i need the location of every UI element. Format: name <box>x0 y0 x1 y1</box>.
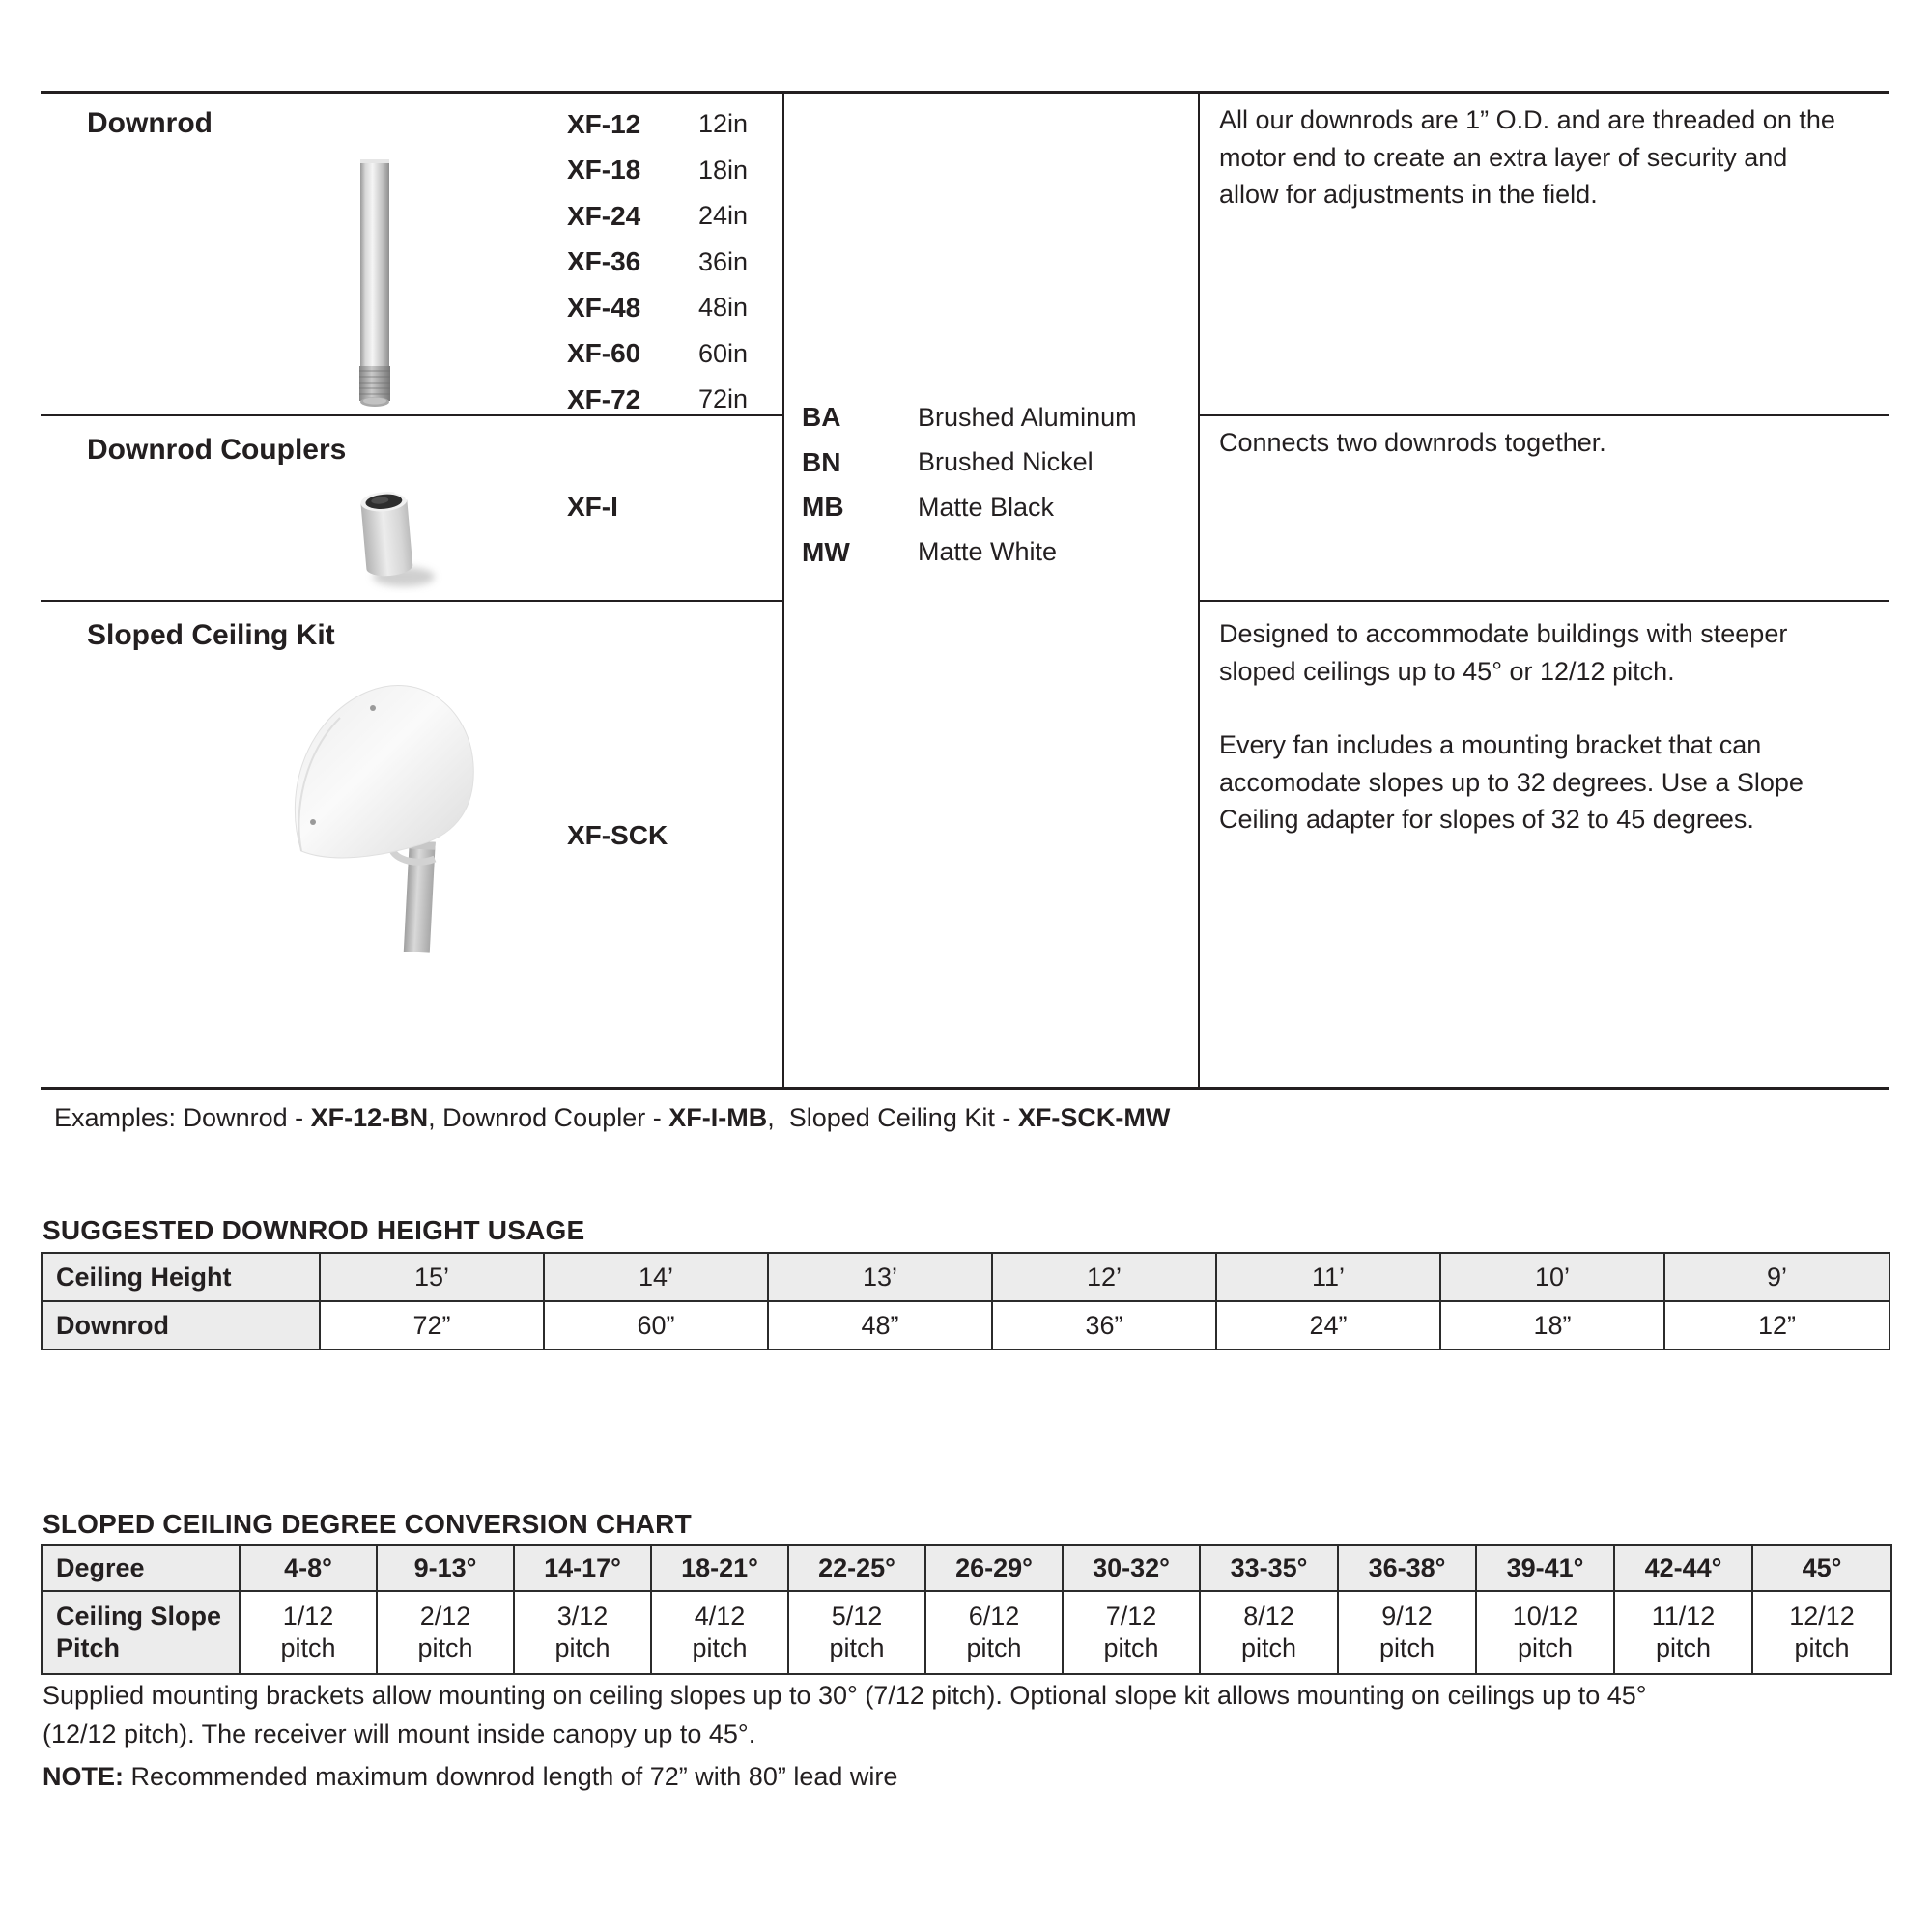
row-label-degree: Degree <box>42 1545 240 1591</box>
finish-row <box>802 485 1188 530</box>
finish-list <box>802 395 1188 575</box>
text-line: (12/12 pitch). The receiver will mount inside canopy up to 45°. <box>43 1719 756 1748</box>
pitch-cell <box>925 1591 1063 1674</box>
coupler-description: Connects two downrods together. <box>1219 428 1606 457</box>
pitch-row <box>42 1591 1891 1674</box>
coupler-description-cell <box>1200 416 1889 602</box>
downrod-model-row <box>567 148 748 194</box>
examples-separator: , Downrod Coupler - <box>428 1103 669 1132</box>
finish-code: MB <box>802 492 844 523</box>
ceiling-height-cell: 9’ <box>1664 1253 1889 1301</box>
pitch-suffix: pitch <box>417 1634 473 1662</box>
model-size: 24in <box>698 201 749 231</box>
coupler-code: XF-I <box>567 492 618 522</box>
height-table-heading: SUGGESTED DOWNROD HEIGHT USAGE <box>43 1215 585 1245</box>
pitch-cell <box>1200 1591 1338 1674</box>
pitch-cell <box>1752 1591 1891 1674</box>
note-text: Recommended maximum downrod length of 72” with 80” lead wire <box>124 1762 898 1791</box>
example-downrod-code: XF-12-BN <box>310 1103 429 1132</box>
text-line: All our downrods are 1” O.D. and are threaded on the <box>1219 105 1835 134</box>
product-column <box>41 94 782 1087</box>
label-line: Pitch <box>56 1634 121 1662</box>
downrod-model-row <box>567 240 748 286</box>
sloped-kit-code: XF-SCK <box>567 820 668 850</box>
pitch-cell <box>651 1591 788 1674</box>
pitch-fraction: 8/12 <box>1243 1602 1294 1631</box>
degree-conversion-table <box>41 1544 1892 1675</box>
row-label-ceiling-height: Ceiling Height <box>42 1253 320 1301</box>
pitch-cell <box>1063 1591 1200 1674</box>
downrod-model-list <box>567 101 748 423</box>
finish-name: Brushed Aluminum <box>918 402 1137 432</box>
product-title-sloped-kit: Sloped Ceiling Kit <box>87 619 335 651</box>
ceiling-height-cell: 14’ <box>544 1253 768 1301</box>
degree-cell: 14-17° <box>514 1545 651 1591</box>
pitch-cell <box>377 1591 514 1674</box>
downrod-length-cell: 36” <box>992 1301 1216 1350</box>
finish-row <box>802 440 1188 486</box>
examples-prefix: Examples: Downrod - <box>54 1103 311 1132</box>
sloped-kit-row <box>41 602 782 1087</box>
pitch-suffix: pitch <box>1378 1634 1435 1662</box>
downrod-description-cell <box>1200 94 1889 416</box>
degree-cell: 42-44° <box>1614 1545 1752 1591</box>
sloped-kit-image <box>265 668 485 957</box>
description-column <box>1198 94 1889 1087</box>
downrod-length-cell: 24” <box>1216 1301 1440 1350</box>
finish-name: Matte White <box>918 537 1058 567</box>
pitch-cell <box>1476 1591 1614 1674</box>
text-line: allow for adjustments in the field. <box>1219 180 1598 209</box>
pitch-suffix: pitch <box>692 1634 748 1662</box>
degree-cell: 45° <box>1752 1545 1891 1591</box>
text-line: Every fan includes a mounting bracket that can <box>1219 730 1762 759</box>
pitch-suffix: pitch <box>1794 1634 1850 1662</box>
max-downrod-note <box>43 1762 897 1792</box>
text-line: sloped ceilings up to 45° or 12/12 pitch. <box>1219 656 1675 686</box>
text-line: Ceiling adapter for slopes of 32 to 45 degrees. <box>1219 805 1754 834</box>
text-line: Designed to accommodate buildings with steeper <box>1219 619 1788 648</box>
model-code: XF-48 <box>567 292 641 323</box>
downrod-model-row <box>567 193 748 240</box>
text-line: motor end to create an extra layer of security and <box>1219 142 1788 172</box>
ceiling-height-cell: 13’ <box>768 1253 992 1301</box>
finish-code: MW <box>802 536 850 567</box>
ceiling-height-cell: 10’ <box>1440 1253 1664 1301</box>
degree-cell: 39-41° <box>1476 1545 1614 1591</box>
height-usage-table <box>41 1252 1890 1350</box>
model-code: XF-72 <box>567 384 641 414</box>
pitch-fraction: 7/12 <box>1105 1602 1157 1631</box>
degree-row <box>42 1545 1891 1591</box>
mounting-note-paragraph <box>43 1677 1647 1753</box>
finish-column <box>782 94 1198 1087</box>
pitch-suffix: pitch <box>1655 1634 1712 1662</box>
finish-row <box>802 530 1188 576</box>
finish-name: Brushed Nickel <box>918 447 1094 477</box>
degree-cell: 18-21° <box>651 1545 788 1591</box>
pitch-suffix: pitch <box>1517 1634 1574 1662</box>
product-title-couplers: Downrod Couplers <box>87 434 347 466</box>
downrod-model-row <box>567 285 748 331</box>
downrod-length-cell: 48” <box>768 1301 992 1350</box>
downrod-length-cell: 18” <box>1440 1301 1664 1350</box>
model-size: 60in <box>698 338 749 368</box>
row-label-downrod: Downrod <box>42 1301 320 1350</box>
model-code: XF-18 <box>567 155 641 185</box>
pitch-fraction: 1/12 <box>282 1602 334 1631</box>
ceiling-height-row <box>42 1253 1889 1301</box>
pitch-suffix: pitch <box>829 1634 885 1662</box>
pitch-cell <box>1338 1591 1476 1674</box>
downrod-length-row <box>42 1301 1889 1350</box>
paragraph-gap <box>1219 690 1872 726</box>
examples-separator: , Sloped Ceiling Kit - <box>767 1103 1018 1132</box>
degree-cell: 33-35° <box>1200 1545 1338 1591</box>
product-title-downrod: Downrod <box>87 107 213 139</box>
coupler-row <box>41 416 782 602</box>
downrod-model-row <box>567 101 748 148</box>
coupler-image <box>340 472 446 593</box>
pitch-fraction: 12/12 <box>1789 1602 1855 1631</box>
label-line: Ceiling Slope <box>56 1602 222 1631</box>
downrod-length-cell: 60” <box>544 1301 768 1350</box>
model-size: 48in <box>698 293 749 323</box>
model-size: 12in <box>698 109 749 139</box>
degree-chart-heading: SLOPED CEILING DEGREE CONVERSION CHART <box>43 1509 692 1539</box>
ceiling-height-cell: 12’ <box>992 1253 1216 1301</box>
degree-cell: 30-32° <box>1063 1545 1200 1591</box>
degree-cell: 4-8° <box>240 1545 377 1591</box>
row-label-ceiling-slope-pitch <box>42 1591 240 1674</box>
sloped-description-cell <box>1200 602 1889 1087</box>
pitch-cell <box>788 1591 925 1674</box>
degree-cell: 36-38° <box>1338 1545 1476 1591</box>
pitch-suffix: pitch <box>1240 1634 1297 1662</box>
finish-name: Matte Black <box>918 492 1055 522</box>
downrod-length-cell: 72” <box>320 1301 544 1350</box>
degree-cell: 9-13° <box>377 1545 514 1591</box>
pitch-suffix: pitch <box>1103 1634 1159 1662</box>
finish-code: BN <box>802 446 841 477</box>
downrod-description <box>1219 101 1872 213</box>
sloped-kit-description <box>1219 615 1872 838</box>
pitch-suffix: pitch <box>966 1634 1022 1662</box>
downrod-length-cell: 12” <box>1664 1301 1889 1350</box>
pitch-fraction: 6/12 <box>968 1602 1020 1631</box>
downrod-image <box>357 157 392 411</box>
downrod-model-row <box>567 331 748 378</box>
text-line: Supplied mounting brackets allow mounting on ceiling slopes up to 30° (7/12 pitch). Optional slope kit allows mounting on ceilings up to 45° <box>43 1681 1647 1710</box>
pitch-fraction: 3/12 <box>556 1602 609 1631</box>
pitch-cell <box>514 1591 651 1674</box>
pitch-fraction: 9/12 <box>1381 1602 1433 1631</box>
pitch-cell <box>240 1591 377 1674</box>
model-code: XF-36 <box>567 246 641 277</box>
note-label: NOTE: <box>43 1762 124 1791</box>
example-coupler-code: XF-I-MB <box>668 1103 768 1132</box>
ceiling-height-cell: 11’ <box>1216 1253 1440 1301</box>
pitch-fraction: 4/12 <box>694 1602 746 1631</box>
model-code: XF-60 <box>567 338 641 369</box>
model-size: 72in <box>698 384 749 414</box>
model-code: XF-24 <box>567 200 641 231</box>
pitch-fraction: 10/12 <box>1512 1602 1578 1631</box>
pitch-fraction: 5/12 <box>831 1602 883 1631</box>
pitch-suffix: pitch <box>554 1634 611 1662</box>
degree-cell: 22-25° <box>788 1545 925 1591</box>
model-size: 36in <box>698 246 749 276</box>
degree-cell: 26-29° <box>925 1545 1063 1591</box>
downrod-row <box>41 94 782 416</box>
model-size: 18in <box>698 155 749 185</box>
model-code: XF-12 <box>567 108 641 139</box>
finish-code: BA <box>802 402 841 433</box>
ceiling-height-cell: 15’ <box>320 1253 544 1301</box>
example-sloped-code: XF-SCK-MW <box>1017 1103 1171 1132</box>
pitch-fraction: 2/12 <box>419 1602 471 1631</box>
text-line: accomodate slopes up to 32 degrees. Use a Slope <box>1219 767 1804 797</box>
pitch-cell <box>1614 1591 1752 1674</box>
product-spec-table <box>41 91 1889 1090</box>
pitch-suffix: pitch <box>280 1634 336 1662</box>
finish-row <box>802 395 1188 440</box>
examples-line <box>54 1103 1170 1133</box>
pitch-fraction: 11/12 <box>1651 1602 1716 1631</box>
